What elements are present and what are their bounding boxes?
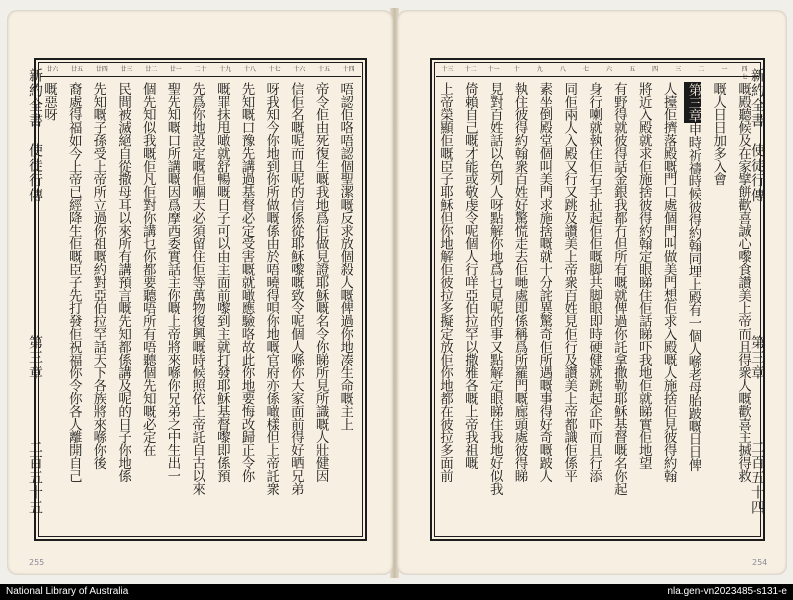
text-column: 見對百姓話以色列人呀點解你地爲乜見呢的事又點解定眼睇住我地好似我 [486, 82, 503, 495]
footer-item-id: nla.gen-vn2023485-s131-e [667, 586, 787, 597]
text-column: 個先知似我嘅佢凡佢對你講乜你都要聽唔所有唔聽個先知嘅必定在 [139, 82, 156, 457]
text-column: 呀我知今你地到你所做嘅係由於唔曉得唄你地嘅官府亦係噉樣但上帝託衆 [263, 82, 280, 495]
verse-index-label: 十四 [342, 66, 355, 73]
verse-index-label: 五 [629, 66, 636, 73]
text-column: 嘅罪抹甩噉就舒暢嘅日子可以由主面前嚟到主就打發耶穌基督嚟即係預 [213, 82, 230, 482]
verse-index-label: 四 [652, 66, 659, 73]
verse-index-label: 十一 [487, 66, 500, 73]
right-index-row [436, 66, 759, 81]
verse-index-label: 十 [513, 66, 520, 73]
text-column: 裔處得福如今上帝已經降生佢嘅臣子先打發佢祝福你令你各人離開自己 [65, 82, 82, 482]
verse-index-label: 八 [559, 66, 566, 73]
text-column: 倚賴自己嘅才能或敬虔令呢個人行咩亞伯拉罕以撒雅各嘅上帝我祖嘅 [461, 82, 478, 470]
left-pencil-note: 255 [29, 558, 45, 567]
verse-index-label: 三 [675, 66, 682, 73]
verse-index-label: 十五 [317, 66, 330, 73]
text-column: 將近入殿就求佢施捨彼得約翰定眼睇住佢話睇吓我地佢就睇實佢地望 [635, 82, 652, 470]
verse-index-label: 六 [606, 66, 613, 73]
verse-index-label: 廿四 [95, 66, 108, 73]
verse-index-label: 十三 [441, 66, 454, 73]
text-column: 先知嘅子孫受上帝所立過你祖嘅約對亞伯拉罕話天下各族將來喺你後 [90, 82, 107, 470]
verse-index-label: 廿一 [169, 66, 182, 73]
text-column: 嘅殿聽候及在家擘餅歡喜誠心嚟食讚美上帝而且得衆人嘅歡喜主搣得救 [735, 82, 752, 482]
verse-index-label: 廿六 [46, 66, 59, 73]
text-column: 素坐倒殿堂個叫美門求施捨嘅就十分詫異驚奇佢所遇嘅事得好奇嘅跛人 [536, 82, 553, 482]
verse-index-label: 四七 [741, 66, 748, 81]
text-column: 人擡佢擠落殿嘅門口處個門叫做美門想佢求入殿嘅人施捨佢見彼得約翰 [660, 82, 677, 482]
text-column: 聖先知嘅口所講嘅因爲摩西委實話主你嘅上帝將來喺你兄弟之中生出一 [164, 82, 181, 482]
left-text-frame [34, 58, 367, 541]
right-pencil-note: 254 [752, 558, 768, 567]
verse-index-label: 廿二 [145, 66, 158, 73]
text-column: 民間被滅絕自從撒母耳以來所有講預言嘅先知都係講及呢的日子你地係 [115, 82, 132, 482]
text-column: 先爲你地設定嘅佢嗰天必須留住佢等萬物復興嘅時候照依上帝託自古以來 [189, 82, 206, 495]
column-text: 申時祈禱時候彼得約翰同埋上殿有一個人喺老母胎跛嘅日日俾 [685, 122, 702, 472]
verse-index-label: 廿三 [120, 66, 133, 73]
left-page [7, 10, 393, 575]
right-margin-number: 二百五十四 [749, 440, 765, 515]
library-footer [0, 584, 793, 600]
left-margin-title: 新約全書 使徒行傳 [27, 68, 43, 203]
footer-library-name: National Library of Australia [6, 586, 129, 597]
right-margin-title: 新約全書 使徒行傳 [749, 68, 765, 203]
text-column: 執住彼得約翰衆百姓好驚慌走去佢哋處即係稱爲所羅門嘅廊頭處彼得睇 [511, 82, 528, 482]
verse-index-label: 二十 [194, 66, 207, 73]
text-column: 同佢兩人入殿又行又跳及讚美上帝衆百姓見佢行及讚美上帝都識佢係平 [561, 82, 578, 482]
text-column: 信佢名嘅呢而且呢的信係從耶穌嚟嘅致令呢個人喺你大家面前得好晒兄弟 [287, 82, 304, 495]
chapter-heading: 第三章 [685, 83, 702, 122]
verse-index-label: 七 [582, 66, 589, 73]
text-column: 上帝榮顯佢嘅臣子耶穌但你地解佢彼拉多擬定放佢你地都在彼拉多面前 [437, 82, 453, 482]
text-column: 帝令佢由死復生嘅我地爲佢做見證耶穌嘅名令你睇所見所識嘅人壯健因 [312, 82, 329, 482]
text-column: 身行喇就執住佢右手扯起佢佢嘅脚共脚眼即時硬健就跳起企吓而且行添 [586, 82, 603, 482]
text-column: 嘅人日日加多入會 [710, 82, 727, 186]
verse-index-label: 十七 [268, 66, 281, 73]
text-column: 先知嘅口豫先講過基督必定受害嘅就噉應驗咯故此你地要悔改歸正令你 [238, 82, 255, 482]
verse-index-label: 九 [536, 66, 543, 73]
verse-index-label: 十二 [464, 66, 477, 73]
left-margin-number: 二百五十五 [27, 440, 43, 515]
verse-index-label: 十八 [243, 66, 256, 73]
verse-index-label: 一 [721, 66, 728, 73]
right-text-frame [430, 58, 765, 541]
text-column: 唔認佢咯唔認個聖潔嘅反求放個殺人嘅俾過你地凑生命嘅主上 [337, 82, 354, 431]
verse-index-label: 十九 [219, 66, 232, 73]
right-page [397, 10, 787, 575]
text-column: 有野得就彼得話金銀我都冇但所有嘅就俾過你託拿撒勒耶穌基督嘅名你起 [610, 82, 627, 495]
left-index-row [40, 66, 361, 77]
left-margin-chapter: 第三章 [27, 335, 43, 380]
verse-index-label: 廿五 [71, 66, 84, 73]
text-column: 嘅惡呀 [41, 82, 57, 121]
text-column [684, 82, 701, 531]
verse-index-label: 二 [698, 66, 705, 73]
right-margin-chapter: 第三章 [749, 335, 765, 380]
verse-index-label: 十六 [293, 66, 306, 73]
